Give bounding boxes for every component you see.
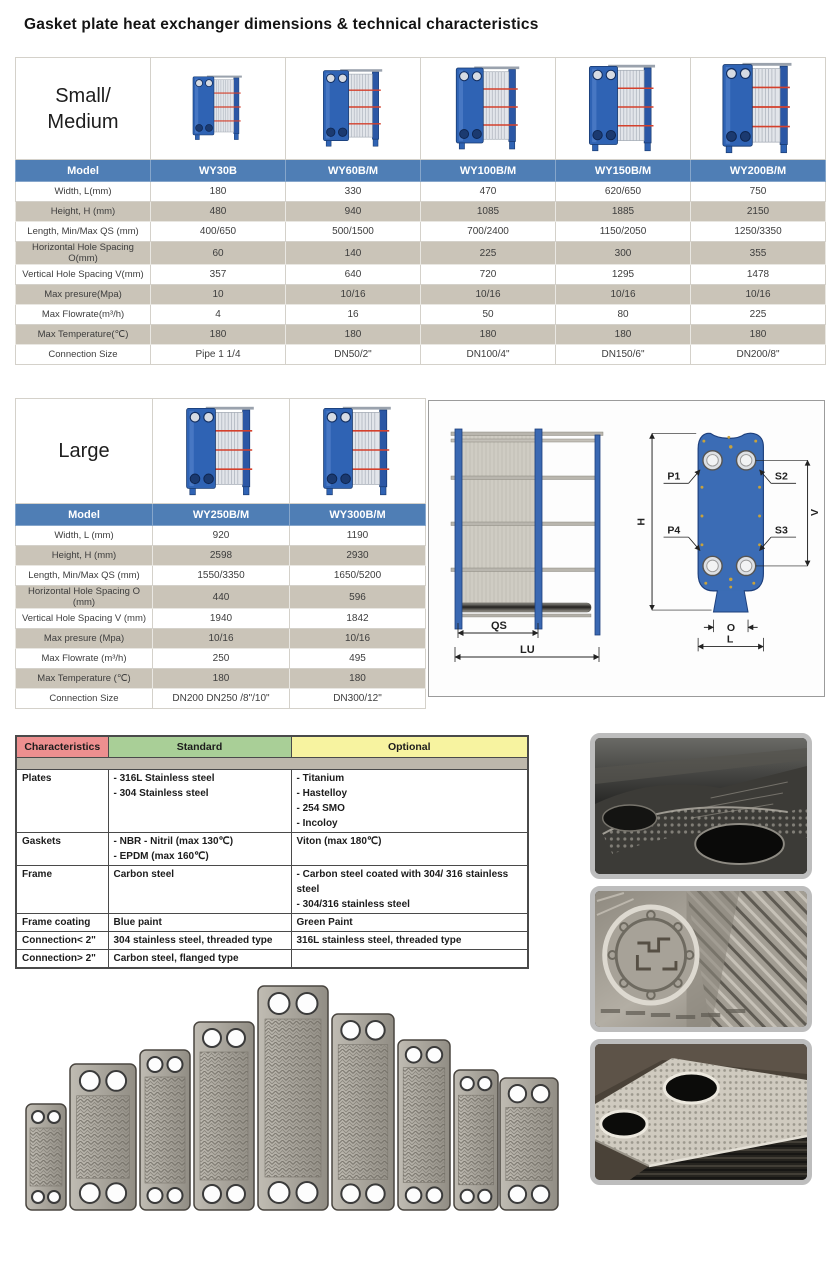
standard-line: - EPDM (max 160℃) <box>113 851 209 862</box>
characteristic-optional <box>291 866 528 914</box>
spec-value: 495 <box>290 649 426 669</box>
spec-value: 750 <box>691 182 826 202</box>
model-name: WY60B/M <box>286 160 421 182</box>
model-header-row <box>16 504 426 526</box>
spec-value: 250 <box>153 649 290 669</box>
plate-illustration <box>454 1070 498 1210</box>
dim-label-qs: QS <box>491 620 507 632</box>
size-label-line: Medium <box>47 110 119 133</box>
large-spec-table <box>15 398 426 709</box>
characteristics-row <box>16 914 528 932</box>
product-image-cell <box>556 58 691 160</box>
plate-illustration <box>26 1104 66 1210</box>
spec-value: 940 <box>286 202 421 222</box>
characteristic-name: Frame coating <box>16 914 108 932</box>
spec-value: 2930 <box>290 546 426 566</box>
spec-row <box>16 526 426 546</box>
spec-row-label: Max presure(Mpa) <box>16 285 151 305</box>
plate-illustration <box>70 1064 136 1210</box>
spec-row <box>16 265 826 285</box>
model-header-label: Model <box>16 504 153 526</box>
product-image-cell <box>691 58 826 160</box>
spec-row-label: Height, H (mm) <box>16 202 151 222</box>
spec-value: 1250/3350 <box>691 222 826 242</box>
characteristic-optional <box>291 932 528 950</box>
product-image-cell <box>286 58 421 160</box>
heat-exchanger-product-image <box>186 72 250 142</box>
heat-exchanger-product-image <box>315 65 392 149</box>
characteristic-standard <box>108 950 291 969</box>
standard-line: Blue paint <box>113 917 162 928</box>
spec-row <box>16 222 826 242</box>
spec-value: 1940 <box>153 609 290 629</box>
model-header-label: Model <box>16 160 151 182</box>
spec-row <box>16 566 426 586</box>
characteristic-name: Connection< 2" <box>16 932 108 950</box>
spec-value: 10/16 <box>290 629 426 649</box>
spec-value: 225 <box>421 242 556 265</box>
spec-row <box>16 325 826 345</box>
spec-value: 180 <box>151 182 286 202</box>
spec-value: 10 <box>151 285 286 305</box>
dim-label-lu: LU <box>520 644 535 656</box>
plate-front-view-diagram <box>629 415 821 665</box>
model-name: WY150B/M <box>556 160 691 182</box>
spec-row-label: Height, H (mm) <box>16 546 153 566</box>
characteristics-spacer-row <box>16 758 528 770</box>
spec-value: 180 <box>421 325 556 345</box>
heat-exchanger-product-image <box>314 402 402 498</box>
spec-row-label: Horizontal Hole Spacing O(mm) <box>16 242 151 265</box>
spec-value: 1478 <box>691 265 826 285</box>
small-medium-spec-table <box>15 57 826 365</box>
spec-value: 2598 <box>153 546 290 566</box>
dim-label-s2: S2 <box>774 470 788 483</box>
spec-value: 330 <box>286 182 421 202</box>
spec-row <box>16 586 426 609</box>
photo-plate-corner-stack <box>590 1039 812 1185</box>
spec-value: 596 <box>290 586 426 609</box>
plate-illustration <box>140 1050 190 1210</box>
optional-line: - 304/316 stainless steel <box>296 899 410 910</box>
page-title: Gasket plate heat exchanger dimensions & technical characteristics <box>24 16 539 33</box>
spec-value: 1550/3350 <box>153 566 290 586</box>
characteristic-standard <box>108 770 291 833</box>
characteristics-row <box>16 950 528 969</box>
model-header-row <box>16 160 826 182</box>
product-image-cell <box>153 399 290 504</box>
spec-row <box>16 649 426 669</box>
optional-line <box>297 951 523 966</box>
optional-line: - 254 SMO <box>296 803 345 814</box>
plate-illustration <box>398 1040 450 1210</box>
spec-value: 2150 <box>691 202 826 222</box>
spec-row <box>16 182 826 202</box>
spec-row-label: Connection Size <box>16 689 153 709</box>
spec-value: 10/16 <box>421 285 556 305</box>
size-label-line: Large <box>58 440 110 462</box>
dim-label-h: H <box>635 517 648 526</box>
optional-line: 316L stainless steel, threaded type <box>296 935 462 946</box>
spec-value: 480 <box>151 202 286 222</box>
spec-row <box>16 242 826 265</box>
spec-value: 225 <box>691 305 826 325</box>
characteristics-row <box>16 932 528 950</box>
spec-row <box>16 689 426 709</box>
spec-value: 180 <box>153 669 290 689</box>
optional-line: Viton (max 180℃) <box>296 836 382 847</box>
spec-row <box>16 629 426 649</box>
photo-plate-corner-image <box>595 1044 807 1180</box>
model-name: WY250B/M <box>153 504 290 526</box>
heat-exchanger-product-image <box>580 60 666 154</box>
characteristic-standard <box>108 866 291 914</box>
dim-label-s3: S3 <box>774 524 788 537</box>
spec-value: DN300/12" <box>290 689 426 709</box>
photo-plate-pattern-closeup <box>590 886 812 1032</box>
spec-row-label: Max Temperature(℃) <box>16 325 151 345</box>
spec-row-label: Width, L(mm) <box>16 182 151 202</box>
characteristic-standard <box>108 932 291 950</box>
spec-value: 10/16 <box>286 285 421 305</box>
heat-exchanger-product-image <box>713 58 803 156</box>
spec-value: DN200/8" <box>691 345 826 365</box>
photo-plate-stack-image <box>595 738 807 874</box>
characteristics-table <box>15 735 529 969</box>
spec-value: 1085 <box>421 202 556 222</box>
dim-label-p4: P4 <box>667 524 681 537</box>
spec-row <box>16 305 826 325</box>
spec-value: 80 <box>556 305 691 325</box>
product-image-cell <box>421 58 556 160</box>
standard-line: Carbon steel <box>113 869 175 880</box>
characteristic-standard <box>108 833 291 866</box>
spec-value: 357 <box>151 265 286 285</box>
optional-line: - Incoloy <box>296 818 338 829</box>
spec-value: 16 <box>286 305 421 325</box>
spec-value: 1650/5200 <box>290 566 426 586</box>
dim-label-l: L <box>726 633 734 646</box>
size-label <box>16 399 153 504</box>
spec-value: 355 <box>691 242 826 265</box>
spec-row <box>16 285 826 305</box>
spec-value: 400/650 <box>151 222 286 242</box>
plate-montage-image <box>18 972 562 1234</box>
spec-value: 620/650 <box>556 182 691 202</box>
spec-row-label: Vertical Hole Spacing V (mm) <box>16 609 153 629</box>
size-label <box>16 58 151 160</box>
spec-row <box>16 609 426 629</box>
model-name: WY200B/M <box>691 160 826 182</box>
spec-value: 180 <box>151 325 286 345</box>
standard-line: - NBR - Nitril (max 130℃) <box>113 836 234 847</box>
spec-row <box>16 345 826 365</box>
optional-line: - Carbon steel coated with 304/ 316 stainless steel <box>296 869 509 895</box>
spec-value: 180 <box>556 325 691 345</box>
photo-plate-pattern-image <box>595 891 807 1027</box>
spec-value: DN150/6" <box>556 345 691 365</box>
spec-value: Pipe 1 1/4 <box>151 345 286 365</box>
spec-value: 1842 <box>290 609 426 629</box>
spec-row-label: Max presure (Mpa) <box>16 629 153 649</box>
spec-value: DN50/2" <box>286 345 421 365</box>
spec-value: DN200 DN250 /8"/10" <box>153 689 290 709</box>
spec-value: 180 <box>286 325 421 345</box>
spec-value: 500/1500 <box>286 222 421 242</box>
standard-line: Carbon steel, flanged type <box>113 953 239 964</box>
characteristics-row <box>16 833 528 866</box>
spec-row-label: Vertical Hole Spacing V(mm) <box>16 265 151 285</box>
spec-value: 1150/2050 <box>556 222 691 242</box>
characteristic-optional <box>291 914 528 932</box>
spec-value: 470 <box>421 182 556 202</box>
spec-value: 720 <box>421 265 556 285</box>
characteristics-header-cell: Optional <box>291 736 528 758</box>
spacer-band <box>16 758 528 770</box>
dim-label-o: O <box>726 622 736 635</box>
plate-illustration <box>258 986 328 1210</box>
plate-illustration <box>500 1078 558 1210</box>
spec-value: 10/16 <box>556 285 691 305</box>
plate-illustration <box>194 1022 254 1210</box>
characteristic-name: Connection> 2" <box>16 950 108 969</box>
heat-exchanger-product-image <box>177 402 265 498</box>
dimension-diagram-panel <box>428 400 825 697</box>
product-image-row <box>16 399 426 504</box>
spec-value: 50 <box>421 305 556 325</box>
spec-value: 1190 <box>290 526 426 546</box>
characteristic-name: Frame <box>16 866 108 914</box>
optional-line: - Hastelloy <box>296 788 348 799</box>
spec-row <box>16 202 826 222</box>
optional-line: Green Paint <box>296 917 353 928</box>
product-image-row <box>16 58 826 160</box>
characteristic-optional <box>291 950 528 969</box>
characteristics-header-cell: Standard <box>108 736 291 758</box>
spec-value: 440 <box>153 586 290 609</box>
plates-fan-illustration <box>18 972 562 1234</box>
size-label-line: Small/ <box>55 84 111 107</box>
spec-row <box>16 669 426 689</box>
characteristics-header-cell: Characteristics <box>16 736 108 758</box>
spec-value: 180 <box>691 325 826 345</box>
spec-value: 1295 <box>556 265 691 285</box>
spec-value: 4 <box>151 305 286 325</box>
standard-line: 304 stainless steel, threaded type <box>113 935 273 946</box>
spec-value: 10/16 <box>691 285 826 305</box>
plate-illustration <box>332 1014 394 1210</box>
model-name: WY100B/M <box>421 160 556 182</box>
spec-value: 180 <box>290 669 426 689</box>
model-name: WY30B <box>151 160 286 182</box>
spec-row <box>16 546 426 566</box>
characteristic-name: Plates <box>16 770 108 833</box>
spec-row-label: Max Flowrate(m³/h) <box>16 305 151 325</box>
spec-value: 60 <box>151 242 286 265</box>
characteristics-row <box>16 866 528 914</box>
optional-line: - Titanium <box>296 773 345 784</box>
characteristic-optional <box>291 833 528 866</box>
product-image-cell <box>290 399 426 504</box>
standard-line: - 316L Stainless steel <box>113 773 215 784</box>
heat-exchanger-product-image <box>447 62 530 152</box>
spec-row-label: Max Flowrate (m³/h) <box>16 649 153 669</box>
spec-value: 1885 <box>556 202 691 222</box>
spec-value: DN100/4" <box>421 345 556 365</box>
photo-gasket-plate-stack <box>590 733 812 879</box>
spec-row-label: Max Temperature (℃) <box>16 669 153 689</box>
spec-value: 640 <box>286 265 421 285</box>
spec-value: 700/2400 <box>421 222 556 242</box>
spec-row-label: Connection Size <box>16 345 151 365</box>
product-image-cell <box>151 58 286 160</box>
characteristics-row <box>16 770 528 833</box>
spec-value: 10/16 <box>153 629 290 649</box>
characteristic-name: Gaskets <box>16 833 108 866</box>
dim-label-v: V <box>809 508 821 516</box>
spec-value: 300 <box>556 242 691 265</box>
model-name: WY300B/M <box>290 504 426 526</box>
characteristics-header-row <box>16 736 528 758</box>
spec-row-label: Length, Min/Max QS (mm) <box>16 222 151 242</box>
spec-row-label: Horizontal Hole Spacing O (mm) <box>16 586 153 609</box>
dim-label-p1: P1 <box>667 470 681 483</box>
spec-value: 920 <box>153 526 290 546</box>
frame-side-view-diagram <box>443 419 623 675</box>
spec-row-label: Width, L (mm) <box>16 526 153 546</box>
spec-row-label: Length, Min/Max QS (mm) <box>16 566 153 586</box>
standard-line: - 304 Stainless steel <box>113 788 209 799</box>
characteristic-optional <box>291 770 528 833</box>
spec-value: 140 <box>286 242 421 265</box>
characteristic-standard <box>108 914 291 932</box>
